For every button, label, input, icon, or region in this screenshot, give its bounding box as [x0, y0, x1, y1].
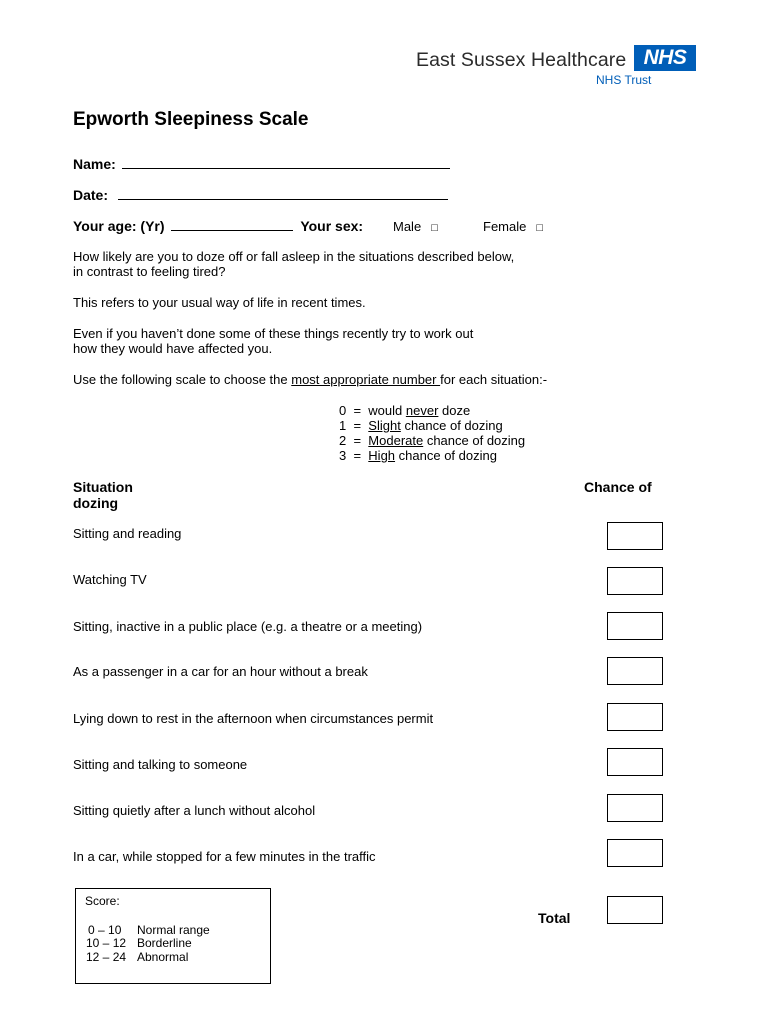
score-range-label: Normal range: [137, 923, 210, 937]
name-row: [73, 156, 450, 172]
male-checkbox[interactable]: □: [431, 222, 438, 234]
score-range: 0 – 10: [88, 923, 122, 937]
female-option[interactable]: [483, 219, 543, 236]
situation-label: Sitting and talking to someone: [73, 757, 248, 772]
score-range: 12 – 24: [86, 950, 127, 964]
situation-label: In a car, while stopped for a few minutes in the traffic: [73, 849, 376, 864]
score-range-row: [86, 950, 188, 964]
situation-label: Sitting quietly after a lunch without alcohol: [73, 803, 316, 818]
score-input-box[interactable]: [607, 794, 663, 822]
score-range-label: Borderline: [137, 936, 192, 950]
score-input-box[interactable]: [607, 839, 663, 867]
instruction-4: [73, 372, 547, 387]
scale-row: 2 = Moderate chance of dozing: [339, 433, 526, 448]
date-field[interactable]: [118, 189, 448, 200]
situation-label: Watching TV: [73, 572, 147, 587]
male-label: Male: [393, 219, 422, 234]
instruction-3-line-2: how they would have affected you.: [73, 341, 273, 356]
score-input-box[interactable]: [607, 567, 663, 595]
date-label: Date:: [73, 187, 109, 203]
situation-header: [73, 479, 133, 511]
instruction-1-line-2: in contrast to feeling tired?: [73, 264, 226, 279]
sex-label: Your sex:: [300, 218, 364, 234]
score-input-box[interactable]: [607, 703, 663, 731]
name-field[interactable]: [122, 158, 450, 169]
score-range-label: Abnormal: [137, 950, 189, 964]
instruction-4-emphasis: most appropriate number: [291, 372, 441, 387]
organisation-name: East Sussex Healthcare: [416, 49, 627, 71]
date-row: [73, 187, 448, 203]
score-input-box[interactable]: [607, 748, 663, 776]
instruction-1: [73, 249, 514, 279]
instruction-3: [73, 326, 473, 356]
instruction-1-line-1: How likely are you to doze off or fall asleep in the situations described below,: [73, 249, 515, 264]
trust-name: NHS Trust: [596, 73, 652, 87]
page-title: Epworth Sleepiness Scale: [73, 109, 309, 130]
score-range-row: [86, 923, 210, 937]
score-input-box[interactable]: [607, 657, 663, 685]
scale-legend: [339, 403, 525, 463]
age-field[interactable]: [171, 220, 293, 231]
nhs-logo: NHS: [634, 45, 696, 71]
total-input-box[interactable]: [607, 896, 663, 924]
situation-header-label: Situation: [73, 479, 133, 495]
instruction-3-line-1: Even if you haven’t done some of these things recently try to work out: [73, 326, 474, 341]
instruction-4-end: for each situation:-: [440, 372, 548, 387]
situation-label: Sitting, inactive in a public place (e.g. a theatre or a meeting): [73, 619, 423, 634]
instruction-2: This refers to your usual way of life in recent times.: [73, 295, 366, 310]
name-label: Name:: [73, 156, 116, 172]
score-key-heading: Score:: [85, 894, 120, 908]
score-range-row: [86, 936, 192, 950]
score-input-box[interactable]: [607, 522, 663, 550]
situation-label: As a passenger in a car for an hour without a break: [73, 664, 368, 679]
female-label: Female: [483, 219, 527, 234]
male-option[interactable]: [393, 219, 438, 236]
scale-row: 0 = would never doze: [339, 403, 471, 418]
instruction-4-start: Use the following scale to choose the: [73, 372, 292, 387]
scale-row: 3 = High chance of dozing: [339, 448, 497, 463]
situation-label: Lying down to rest in the afternoon when circumstances permit: [73, 711, 434, 726]
score-key-box: [75, 888, 271, 984]
dozing-header-label: dozing: [73, 495, 119, 511]
female-checkbox[interactable]: □: [536, 222, 544, 234]
score-range: 10 – 12: [86, 936, 127, 950]
chance-header: Chance of: [584, 479, 652, 495]
age-label: Your age: (Yr): [73, 218, 165, 234]
age-sex-row: [73, 218, 363, 234]
score-input-box[interactable]: [607, 612, 663, 640]
situation-label: Sitting and reading: [73, 526, 182, 541]
scale-row: 1 = Slight chance of dozing: [339, 418, 503, 433]
total-label: Total: [538, 910, 571, 926]
